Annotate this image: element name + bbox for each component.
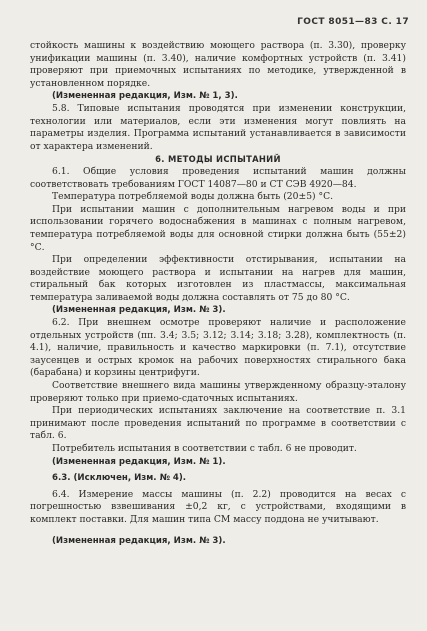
paragraph: 6.4. Измерение массы машины (п. 2.2) проводится на весах с погрешностью взвешивания ±0,2 кг, с устройствами, входящими в комплект поставки. Для машин типа СМ массу поддона не учитывают.	[30, 488, 406, 525]
paragraph: Потребитель испытания в соответствии с табл. 6 не проводит.	[52, 443, 357, 454]
section-title: 6. МЕТОДЫ ИСПЫТАНИЙ	[155, 154, 281, 165]
paragraph: При испытании машин с дополнительным нагревом воды и при использовании горячего водоснабжения в машинах с полным нагревом, температура потребляемой воды для основной стирки должна быть (55±2) °С.	[30, 203, 406, 253]
paragraph: При определении эффективности отстирывания, испытании на воздействие моющего раствора и испытании на нагрев для машин, стиральный бак которых изготовлен из пластмассы, максимальная температура заливаемой воды должна составлять от 75 до 80 °С.	[30, 254, 406, 303]
paragraph: 5.8. Типовые испытания проводятся при изменении конструкции, технологии или материалов, если эти изменения могут повлиять на параметры изделия. Программа испытаний устанавливается в зависимости от характера изменений.	[30, 102, 406, 152]
paragraph: Температура потребляемой воды должна быть (20±5) °С.	[52, 191, 334, 203]
paragraph: стойкость машины к воздействию моющего раствора (п. 3.30), проверку унификации машины (п. 3.40), наличие комфортных устройств (п. 3.41) проверяют при приемочных испытаниях по методике, утвержденной в установленном порядке.	[30, 40, 406, 89]
paragraph: 6.2. При внешнем осмотре проверяют наличие и расположение отдельных устройств (пп. 3.4; 3.5; 3.12; 3.14; 3.18; 3.28), комплектность (п. 4.1), наличие, правильность и качество маркировки (п. 7.1), отсутствие заусенцев и острых кромок на рабочих поверхностях стирального бака (барабана) и корзины центрифуги.	[30, 317, 406, 379]
excluded-clause: 6.3. (Исключен, Изм. № 4).	[52, 473, 187, 484]
document-body	[30, 40, 406, 547]
amendment-note: (Измененная редакция, Изм. № 3).	[52, 305, 226, 316]
paragraph: При периодических испытаниях заключение на соответствие п. 3.1 принимают после проведения испытаний по программе в соответствии с табл. 6.	[30, 405, 406, 442]
paragraph: Соответствие внешнего вида машины утвержденному образцу-эталону проверяют только при приемо-сдаточных испытаниях.	[30, 380, 406, 404]
amendment-note: (Измененная редакция, Изм. № 1).	[52, 456, 226, 467]
amendment-note: (Измененная редакция, Изм. № 3).	[52, 535, 226, 546]
amendment-note: (Измененная редакция, Изм. № 1, 3).	[52, 91, 238, 102]
running-head: ГОСТ 8051—83 С. 17	[297, 17, 409, 27]
paragraph: 6.1. Общие условия проведения испытаний машин должны соответствовать требованиям ГОСТ 14087—80 и СТ СЭВ 4920—84.	[30, 165, 406, 190]
